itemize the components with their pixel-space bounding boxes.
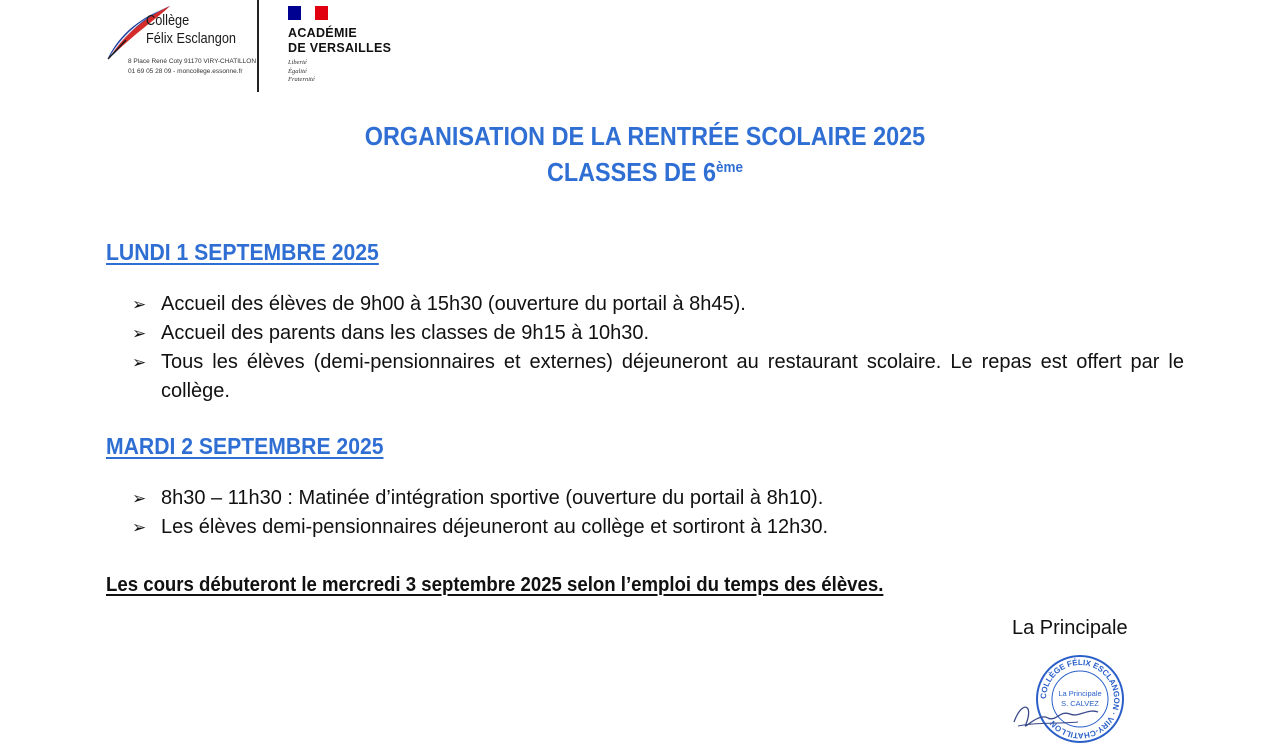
- school-stamp-with-signature: [1008, 652, 1128, 746]
- college-logo: [104, 2, 257, 84]
- list-item: ➢ Les élèves demi-pensionnaires déjeuneront au collège et sortiront à 12h30.: [132, 513, 1184, 542]
- list-item: ➢ Accueil des élèves de 9h00 à 15h30 (ouverture du portail à 8h45).: [132, 290, 1184, 319]
- section-heading-monday: LUNDI 1 SEPTEMBRE 2025: [106, 239, 379, 265]
- monday-list: [132, 290, 1184, 406]
- academie-name: ACADÉMIE DE VERSAILLES: [288, 26, 392, 55]
- tuesday-list: [132, 484, 1184, 542]
- signature-label: La Principale: [1012, 617, 1128, 639]
- republic-motto: Liberté Égalité Fraternité: [288, 59, 315, 83]
- republic-flag-icon: [288, 6, 328, 20]
- letterhead: [0, 0, 1286, 100]
- college-name: Collège Félix Esclangon: [146, 12, 237, 47]
- list-item: ➢ Accueil des parents dans les classes de 9h15 à 10h30.: [132, 319, 1184, 348]
- start-of-classes-notice: Les cours débuteront le mercredi 3 septembre 2025 selon l’emploi du temps des élèves.: [106, 574, 884, 596]
- stamp-line-1: La Principale: [1058, 689, 1102, 698]
- arrow-bullet-icon: ➢: [132, 324, 147, 343]
- arrow-bullet-icon: ➢: [132, 295, 147, 314]
- section-heading-tuesday: MARDI 2 SEPTEMBRE 2025: [106, 433, 384, 459]
- stamp-ring-text: COLLÈGE FÉLIX ESCLANGON · VIRY-CHATILLON ·: [1038, 657, 1122, 741]
- college-address: 8 Place René Coty 91170 VIRY-CHATILLON 01 69 05 28 09 - moncollege.essonne.fr: [128, 58, 257, 75]
- academie-logo: [288, 6, 428, 85]
- arrow-bullet-icon: ➢: [132, 489, 147, 508]
- arrow-bullet-icon: ➢: [132, 518, 147, 537]
- title-line-2: CLASSES DE 6ème: [546, 157, 744, 187]
- stamp-line-2: S. CALVEZ: [1061, 699, 1099, 708]
- title-line-1: ORGANISATION DE LA RENTRÉE SCOLAIRE 2025: [364, 121, 926, 151]
- header-divider: [257, 0, 259, 92]
- list-item: ➢ Tous les élèves (demi-pensionnaires et externes) déjeuneront au restaurant scolaire. Le repas est offert par le collège.: [132, 348, 1184, 406]
- arrow-bullet-icon: ➢: [132, 353, 147, 372]
- document-title: [0, 118, 1286, 190]
- list-item: ➢ 8h30 – 11h30 : Matinée d’intégration sportive (ouverture du portail à 8h10).: [132, 484, 1184, 513]
